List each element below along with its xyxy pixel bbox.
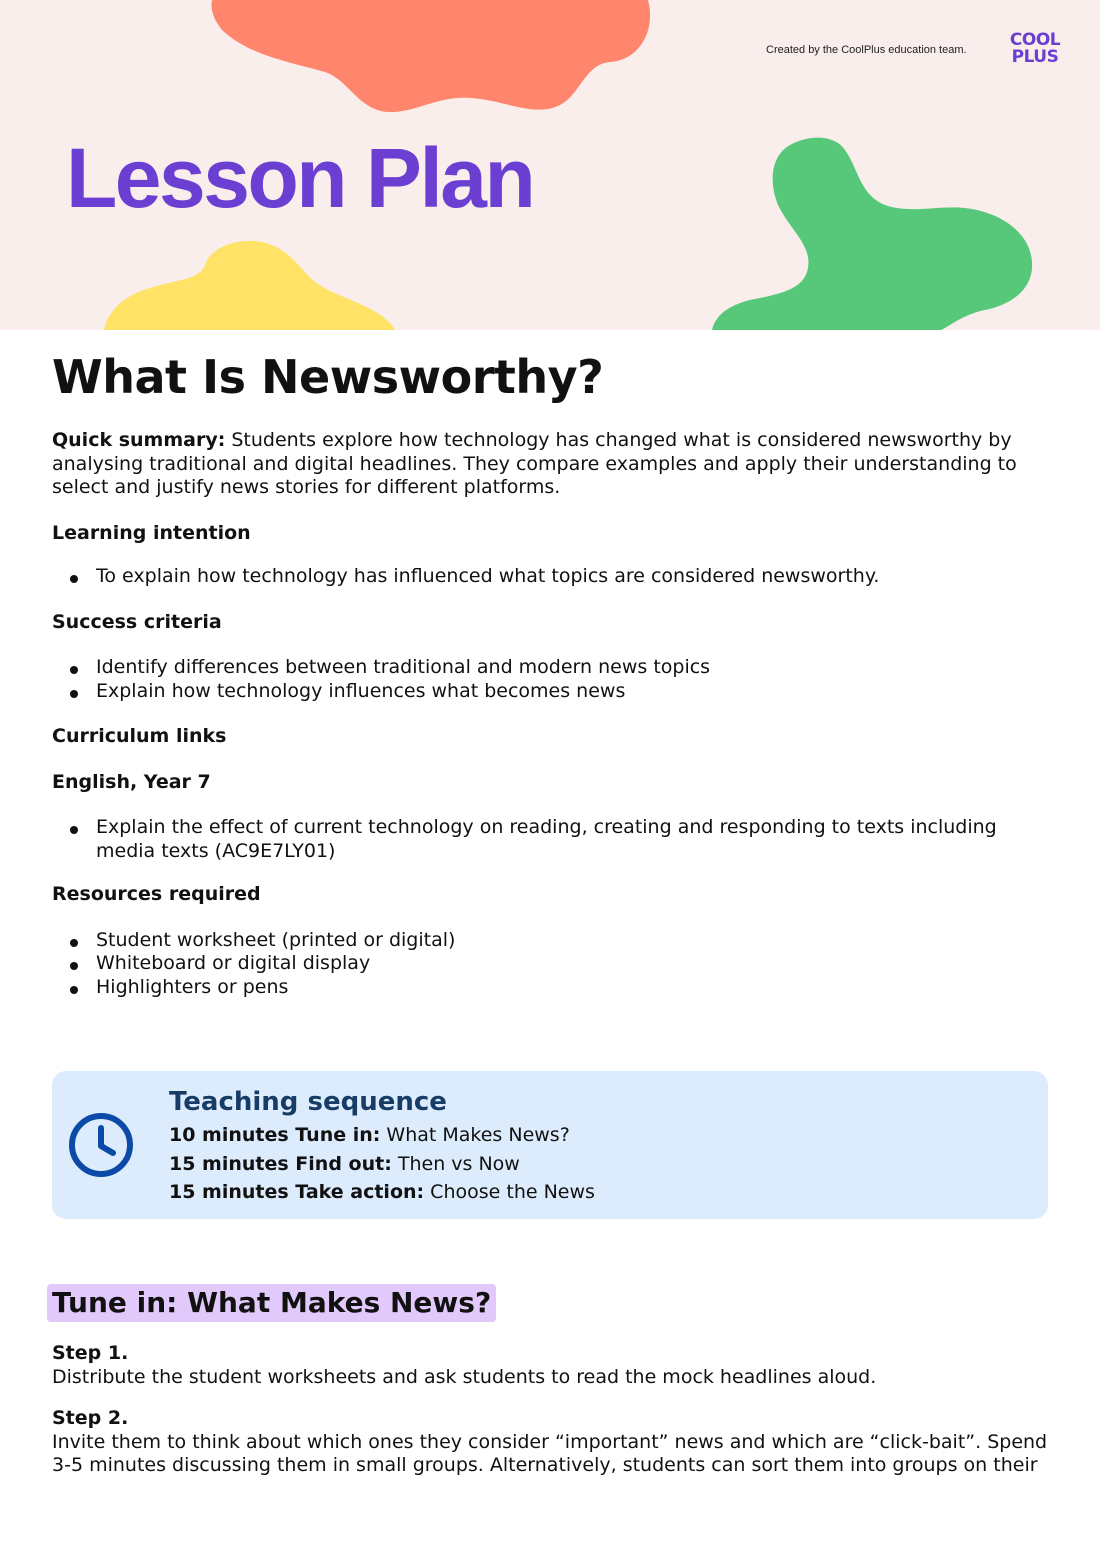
sequence-activity: Then vs Now: [391, 1152, 520, 1175]
step-label: Step 1.: [52, 1342, 129, 1364]
page-header: [0, 0, 1100, 330]
green-blob: [712, 138, 1032, 330]
step-text: Invite them to think about which ones they consider “important” news and which are “click-bait”. Spend 3-5 minutes discussing them in small groups. Alternatively, students can sort them into groups on their: [52, 1430, 1048, 1476]
lesson-content: [52, 345, 1052, 999]
step-text: Distribute the student worksheets and ask students to read the mock headlines aloud.: [52, 1365, 877, 1388]
success-criteria-list: [52, 656, 1052, 703]
sequence-activity: Choose the News: [424, 1181, 595, 1203]
list-item: Explain how technology influences what becomes news: [96, 680, 1052, 704]
curriculum-subheading: English, Year 7: [52, 770, 211, 793]
resources-heading: Resources required: [52, 883, 261, 905]
list-item: To explain how technology has influenced what topics are considered newsworthy.: [96, 565, 1052, 589]
curriculum-list: [52, 816, 1052, 863]
learning-intention-list: [52, 565, 1052, 589]
quick-summary: [52, 429, 1052, 500]
document-title: What Is Newsworthy?: [52, 350, 604, 404]
sequence-activity: What Makes News?: [380, 1124, 570, 1146]
clock-icon: [67, 1111, 135, 1179]
summary-label: Quick summary:: [52, 429, 226, 451]
sequence-line: [169, 1150, 595, 1179]
tune-in-steps: [52, 1342, 1052, 1478]
teaching-sequence-lines: [169, 1121, 595, 1207]
list-item: Whiteboard or digital display: [96, 952, 1052, 976]
list-item: Explain the effect of current technology on reading, creating and responding to texts including media texts (AC9E7LY01): [96, 816, 1052, 863]
summary-text: Students explore how technology has changed what is considered newsworthy by analysing traditional and digital headlines. They compare examples and apply their understanding to select and justify news stories for different platforms.: [52, 429, 1017, 498]
learning-intention-heading: Learning intention: [52, 521, 251, 544]
sequence-time-label: 15 minutes Find out:: [169, 1152, 392, 1175]
list-item: Student worksheet (printed or digital): [96, 929, 1052, 953]
lesson-plan-title: Lesson Plan: [66, 131, 534, 225]
list-item: Highlighters or pens: [96, 976, 1052, 1000]
teaching-sequence-title: Teaching sequence: [169, 1087, 447, 1117]
logo-line-1: COOL: [1009, 30, 1061, 50]
yellow-blob: [104, 241, 395, 330]
logo-line-2: PLUS: [1011, 47, 1059, 67]
sequence-time-label: 10 minutes Tune in:: [169, 1124, 381, 1146]
step-label: Step 2.: [52, 1407, 129, 1429]
orange-blob: [211, 0, 650, 112]
sequence-time-label: 15 minutes Take action:: [169, 1181, 425, 1203]
teaching-sequence-box: [52, 1071, 1048, 1219]
resources-list: [52, 929, 1052, 1000]
coolplus-logo: [1003, 32, 1067, 66]
list-item: Identify differences between traditional and modern news topics: [96, 656, 1052, 680]
success-criteria-heading: Success criteria: [52, 610, 222, 633]
sequence-line: [169, 1121, 595, 1150]
credit-text: Created by the CoolPlus education team.: [766, 44, 967, 56]
tune-in-heading: Tune in: What Makes News?: [47, 1284, 496, 1322]
curriculum-links-heading: Curriculum links: [52, 725, 227, 747]
sequence-line: [169, 1178, 595, 1207]
